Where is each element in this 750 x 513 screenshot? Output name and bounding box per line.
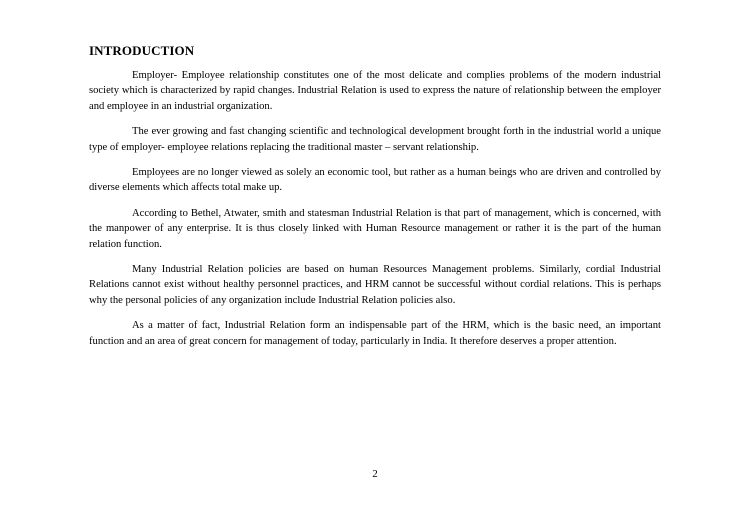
paragraph-1: Employer- Employee relationship constitutes one of the most delicate and complies problems of the modern industrial society which is characterized by rapid changes. Industrial Relation is used to express the nature of relationship between the employer and employee in an industrial organization.	[89, 70, 661, 112]
section-heading: INTRODUCTION	[89, 43, 195, 58]
body-text	[89, 68, 661, 359]
paragraph-3: Employees are no longer viewed as solely an economic tool, but rather as a human beings who are driven and controlled by diverse elements which affects total make up.	[89, 167, 661, 194]
page-number: 2	[372, 468, 378, 480]
paragraph-4: According to Bethel, Atwater, smith and statesman Industrial Relation is that part of management, which is concerned, with the manpower of any enterprise. It is thus closely linked with Human Resource management or rather it is the part of the human relation function.	[89, 207, 661, 250]
paragraph-2: The ever growing and fast changing scientific and technological development brought forth in the industrial world a unique type of employer- employee relations replacing the traditional master – servant relationship.	[89, 126, 661, 153]
paragraph-5: Many Industrial Relation policies are based on human Resources Management problems. Similarly, cordial Industrial Relations cannot exist without healthy personnel practices, and HRM cannot be successful without cordial relations. This is perhaps why the personal policies of any organization include Industrial Relation policies also.	[89, 264, 661, 306]
paragraph-6: As a matter of fact, Industrial Relation form an indispensable part of the HRM, which is the basic need, an important function and an area of great concern for management of today, particularly in India. It therefore deserves a proper attention.	[89, 320, 661, 347]
